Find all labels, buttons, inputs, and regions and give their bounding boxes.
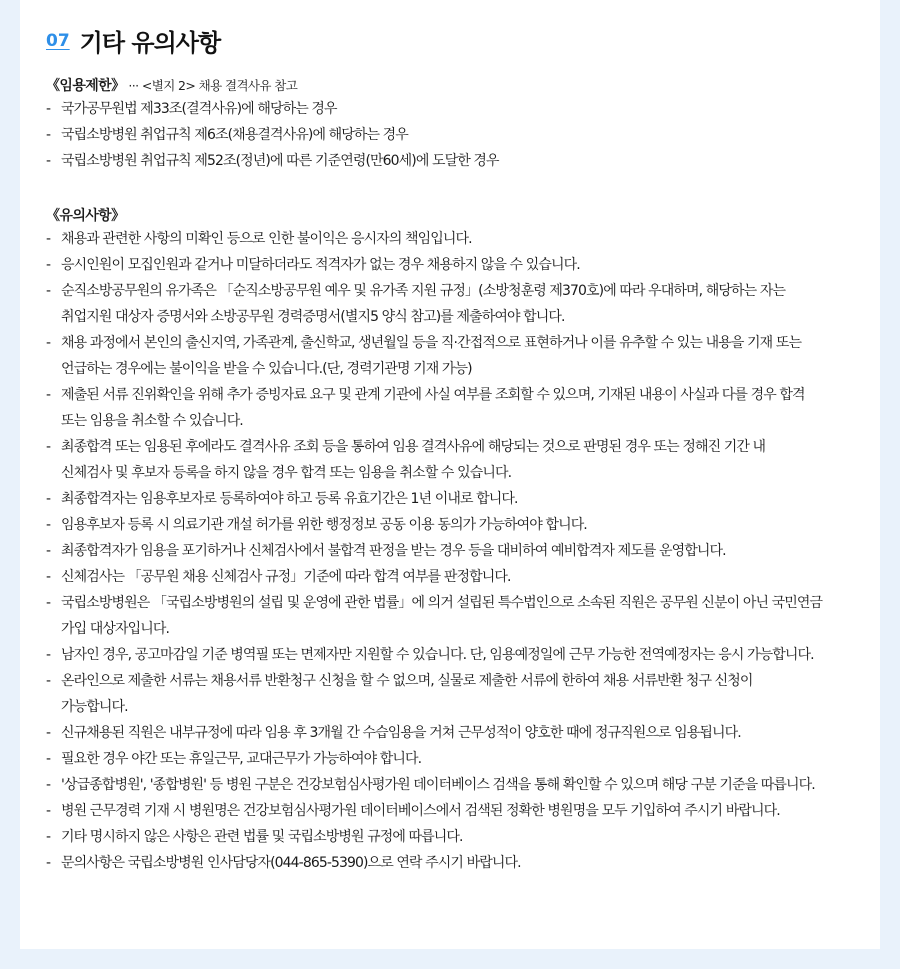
notice-title-row	[46, 206, 876, 226]
list-item-text: 국립소방병원은 「국립소방병원의 설립 및 운영에 관한 법률」에 의거 설립된 특수법인으로 소속된 직원은 공무원 신분이 아닌 국민연금	[61, 595, 823, 611]
list-item	[46, 434, 876, 486]
restriction-note: ··· <별지 2> 채용 결격사유 참고	[128, 78, 298, 93]
list-item-text: 채용 과정에서 본인의 출신지역, 가족관계, 출신학교, 생년월일 등을 직·간접적으로 표현하거나 이를 유추할 수 있는 내용을 기재 또는	[61, 335, 802, 351]
list-item-text: 채용과 관련한 사항의 미확인 등으로 인한 불이익은 응시자의 책임입니다.	[61, 231, 472, 247]
list-item-text: 제출된 서류 진위확인을 위해 추가 증빙자료 요구 및 관계 기관에 사실 여부를 조회할 수 있으며, 기재된 내용이 사실과 다를 경우 합격	[61, 387, 805, 403]
bullet-dash: -	[46, 751, 51, 767]
bullet-dash: -	[46, 101, 51, 117]
list-item	[46, 382, 876, 434]
list-item	[46, 798, 876, 824]
list-item-text: 기타 명시하지 않은 사항은 관련 법률 및 국립소방병원 규정에 따릅니다.	[61, 829, 463, 845]
bullet-dash: -	[46, 855, 51, 871]
bullet-dash: -	[46, 569, 51, 585]
notice-list	[46, 226, 876, 876]
restriction-list	[46, 96, 876, 174]
list-item-text: 남자인 경우, 공고마감일 기준 병역필 또는 면제자만 지원할 수 있습니다. 단, 임용예정일에 근무 가능한 전역예정자는 응시 가능합니다.	[61, 647, 814, 663]
list-item	[46, 642, 876, 668]
list-item-text-continued: 신체검사 및 후보자 등록을 하지 않을 경우 합격 또는 임용을 취소할 수 있습니다.	[61, 465, 512, 481]
bullet-dash: -	[46, 387, 51, 403]
list-item	[46, 226, 876, 252]
bullet-dash: -	[46, 647, 51, 663]
list-item	[46, 538, 876, 564]
bullet-dash: -	[46, 153, 51, 169]
list-item	[46, 252, 876, 278]
list-item-text-continued: 언급하는 경우에는 불이익을 받을 수 있습니다.(단, 경력기관명 기재 가능)	[61, 361, 472, 377]
section-number: 07	[46, 31, 70, 51]
notice-section	[46, 206, 876, 876]
list-item-text: 최종합격 또는 임용된 후에라도 결격사유 조회 등을 통하여 임용 결격사유에 해당되는 것으로 판명된 경우 또는 정해진 기간 내	[61, 439, 766, 455]
list-item	[46, 486, 876, 512]
bullet-dash: -	[46, 283, 51, 299]
list-item-text: 병원 근무경력 기재 시 병원명은 건강보험심사평가원 데이터베이스에서 검색된 정확한 병원명을 모두 기입하여 주시기 바랍니다.	[61, 803, 780, 819]
list-item-text: 신규채용된 직원은 내부규정에 따라 임용 후 3개월 간 수습임용을 거쳐 근무성적이 양호한 때에 정규직원으로 임용됩니다.	[61, 725, 741, 741]
list-item	[46, 824, 876, 850]
bullet-dash: -	[46, 127, 51, 143]
bullet-dash: -	[46, 803, 51, 819]
list-item	[46, 668, 876, 720]
list-item-text: 최종합격자는 임용후보자로 등록하여야 하고 등록 유효기간은 1년 이내로 합니다.	[61, 491, 518, 507]
bullet-dash: -	[46, 829, 51, 845]
list-item-text: 문의사항은 국립소방병원 인사담당자(044-865-5390)으로 연락 주시기 바랍니다.	[61, 855, 521, 871]
list-item	[46, 122, 876, 148]
bullet-dash: -	[46, 673, 51, 689]
page-title: 기타 유의사항	[79, 29, 221, 57]
list-item-text-continued: 또는 임용을 취소할 수 있습니다.	[61, 413, 243, 429]
bullet-dash: -	[46, 517, 51, 533]
list-item-text: 필요한 경우 야간 또는 휴일근무, 교대근무가 가능하여야 합니다.	[61, 751, 422, 767]
list-item-text: '상급종합병원', '종합병원' 등 병원 구분은 건강보험심사평가원 데이터베이스 검색을 통해 확인할 수 있으며 해당 구분 기준을 따릅니다.	[61, 777, 815, 793]
list-item-text-continued: 가능합니다.	[61, 699, 128, 715]
bullet-dash: -	[46, 439, 51, 455]
bullet-dash: -	[46, 595, 51, 611]
list-item-text: 국립소방병원 취업규칙 제52조(정년)에 따른 기준연령(만60세)에 도달한 경우	[61, 153, 499, 169]
list-item-text-continued: 취업지원 대상자 증명서와 소방공무원 경력증명서(별지5 양식 참고)를 제출하여야 합니다.	[61, 309, 565, 325]
list-item-text: 국가공무원법 제33조(결격사유)에 해당하는 경우	[61, 101, 337, 117]
bullet-dash: -	[46, 777, 51, 793]
restriction-title-row	[46, 76, 876, 96]
list-item	[46, 746, 876, 772]
bullet-dash: -	[46, 335, 51, 351]
list-item-text: 순직소방공무원의 유가족은 「순직소방공무원 예우 및 유가족 지원 규정」(소방청훈령 제370호)에 따라 우대하며, 해당하는 자는	[61, 283, 786, 299]
list-item	[46, 278, 876, 330]
list-item	[46, 512, 876, 538]
list-item-text: 최종합격자가 임용을 포기하거나 신체검사에서 불합격 판정을 받는 경우 등을 대비하여 예비합격자 제도를 운영합니다.	[61, 543, 726, 559]
notice-title: 《유의사항》	[46, 208, 125, 224]
restriction-section	[46, 76, 876, 174]
bullet-dash: -	[46, 231, 51, 247]
notice-card	[20, 0, 880, 949]
list-item-text: 국립소방병원 취업규칙 제6조(채용결격사유)에 해당하는 경우	[61, 127, 408, 143]
bullet-dash: -	[46, 543, 51, 559]
list-item	[46, 96, 876, 122]
list-item	[46, 330, 876, 382]
list-item	[46, 564, 876, 590]
list-item	[46, 590, 876, 642]
list-item-text: 임용후보자 등록 시 의료기관 개설 허가를 위한 행정정보 공동 이용 동의가 가능하여야 합니다.	[61, 517, 587, 533]
section-heading	[46, 28, 220, 58]
list-item	[46, 720, 876, 746]
list-item-text-continued: 가입 대상자입니다.	[61, 621, 170, 637]
list-item	[46, 772, 876, 798]
list-item-text: 신체검사는 「공무원 채용 신체검사 규정」기준에 따라 합격 여부를 판정합니다.	[61, 569, 511, 585]
bullet-dash: -	[46, 491, 51, 507]
bullet-dash: -	[46, 257, 51, 273]
list-item	[46, 148, 876, 174]
list-item-text: 온라인으로 제출한 서류는 채용서류 반환청구 신청을 할 수 없으며, 실물로 제출한 서류에 한하여 채용 서류반환 청구 신청이	[61, 673, 753, 689]
list-item-text: 응시인원이 모집인원과 같거나 미달하더라도 적격자가 없는 경우 채용하지 않을 수 있습니다.	[61, 257, 580, 273]
list-item	[46, 850, 876, 876]
bullet-dash: -	[46, 725, 51, 741]
restriction-title: 《임용제한》	[46, 78, 125, 94]
